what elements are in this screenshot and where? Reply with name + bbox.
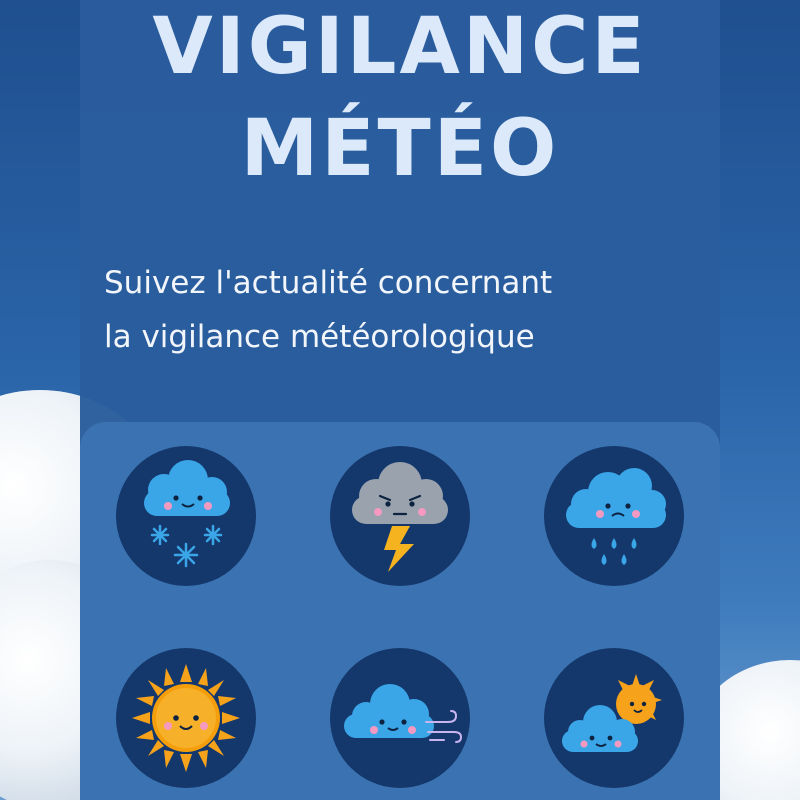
- page-title-line1: VIGILANCE: [152, 2, 648, 92]
- sun-icon[interactable]: [116, 648, 256, 788]
- page-title-line2: MÉTÉO: [240, 104, 560, 194]
- sun-behind-cloud-icon[interactable]: [544, 648, 684, 788]
- rain-cloud-icon[interactable]: [544, 446, 684, 586]
- intro-text-line2: la vigilance météorologique: [104, 319, 535, 355]
- wind-cloud-icon[interactable]: [330, 648, 470, 788]
- thunderstorm-cloud-icon[interactable]: [330, 446, 470, 586]
- intro-text-line1: Suivez l'actualité concernant: [104, 265, 553, 301]
- snow-cloud-icon[interactable]: [116, 446, 256, 586]
